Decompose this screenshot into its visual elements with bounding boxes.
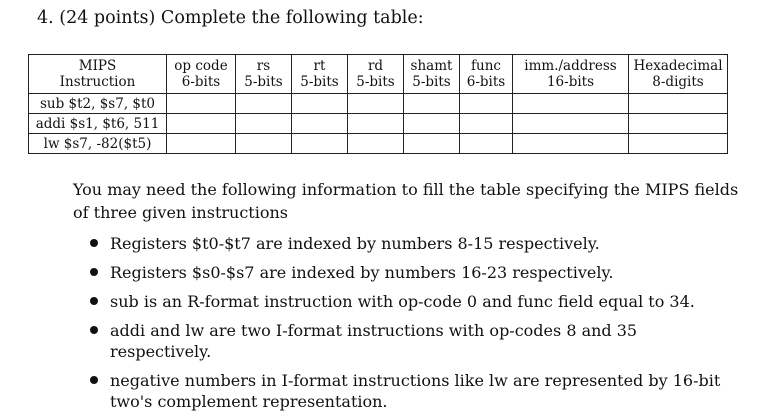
info-intro: You may need the following information to fill the table specifying the MIPS fields of three given instructions — [73, 180, 739, 222]
header-op-code: op code 6-bits — [167, 55, 236, 94]
list-item: negative numbers in I-format instructions like lw are represented by 16-bit two's complement representation. — [73, 370, 741, 412]
info-bullet-list — [73, 233, 741, 420]
func-cell[interactable] — [460, 94, 513, 114]
table-row — [29, 114, 728, 134]
list-item: sub is an R-format instruction with op-code 0 and func field equal to 34. — [73, 291, 741, 312]
shamt-cell[interactable] — [404, 94, 460, 114]
instruction-cell: addi $s1, $t6, 511 — [29, 114, 167, 134]
rt-cell[interactable] — [292, 114, 348, 134]
header-hexadecimal: Hexadecimal 8-digits — [629, 55, 728, 94]
rt-cell[interactable] — [292, 94, 348, 114]
shamt-cell[interactable] — [404, 134, 460, 154]
func-cell[interactable] — [460, 134, 513, 154]
header-rt: rt 5-bits — [292, 55, 348, 94]
rd-cell[interactable] — [348, 94, 404, 114]
rt-cell[interactable] — [292, 134, 348, 154]
hexadecimal-cell[interactable] — [629, 134, 728, 154]
rs-cell[interactable] — [236, 94, 292, 114]
bullet-icon — [90, 297, 98, 305]
table-row — [29, 94, 728, 114]
list-item: addi and lw are two I-format instructions with op-codes 8 and 35 respectively. — [73, 320, 741, 362]
bullet-icon — [90, 326, 98, 334]
header-imm-address: imm./address 16-bits — [513, 55, 629, 94]
instruction-cell: lw $s7, -82($t5) — [29, 134, 167, 154]
op-code-cell[interactable] — [167, 94, 236, 114]
rd-cell[interactable] — [348, 114, 404, 134]
header-mips-instruction: MIPS Instruction — [29, 55, 167, 94]
header-rd: rd 5-bits — [348, 55, 404, 94]
mips-fields-table — [28, 54, 728, 154]
bullet-icon — [90, 268, 98, 276]
table-header-row — [29, 55, 728, 94]
imm-address-cell[interactable] — [513, 134, 629, 154]
shamt-cell[interactable] — [404, 114, 460, 134]
op-code-cell[interactable] — [167, 114, 236, 134]
header-func: func 6-bits — [460, 55, 513, 94]
func-cell[interactable] — [460, 114, 513, 134]
list-item: Registers $t0-$t7 are indexed by numbers 8-15 respectively. — [73, 233, 741, 254]
instruction-cell: sub $t2, $s7, $t0 — [29, 94, 167, 114]
header-shamt: shamt 5-bits — [404, 55, 460, 94]
question-title: 4. (24 points) Complete the following table: — [37, 8, 424, 28]
imm-address-cell[interactable] — [513, 94, 629, 114]
table-row — [29, 134, 728, 154]
imm-address-cell[interactable] — [513, 114, 629, 134]
hexadecimal-cell[interactable] — [629, 94, 728, 114]
list-item: Registers $s0-$s7 are indexed by numbers 16-23 respectively. — [73, 262, 741, 283]
rs-cell[interactable] — [236, 134, 292, 154]
header-rs: rs 5-bits — [236, 55, 292, 94]
rs-cell[interactable] — [236, 114, 292, 134]
op-code-cell[interactable] — [167, 134, 236, 154]
rd-cell[interactable] — [348, 134, 404, 154]
bullet-icon — [90, 239, 98, 247]
bullet-icon — [90, 376, 98, 384]
hexadecimal-cell[interactable] — [629, 114, 728, 134]
